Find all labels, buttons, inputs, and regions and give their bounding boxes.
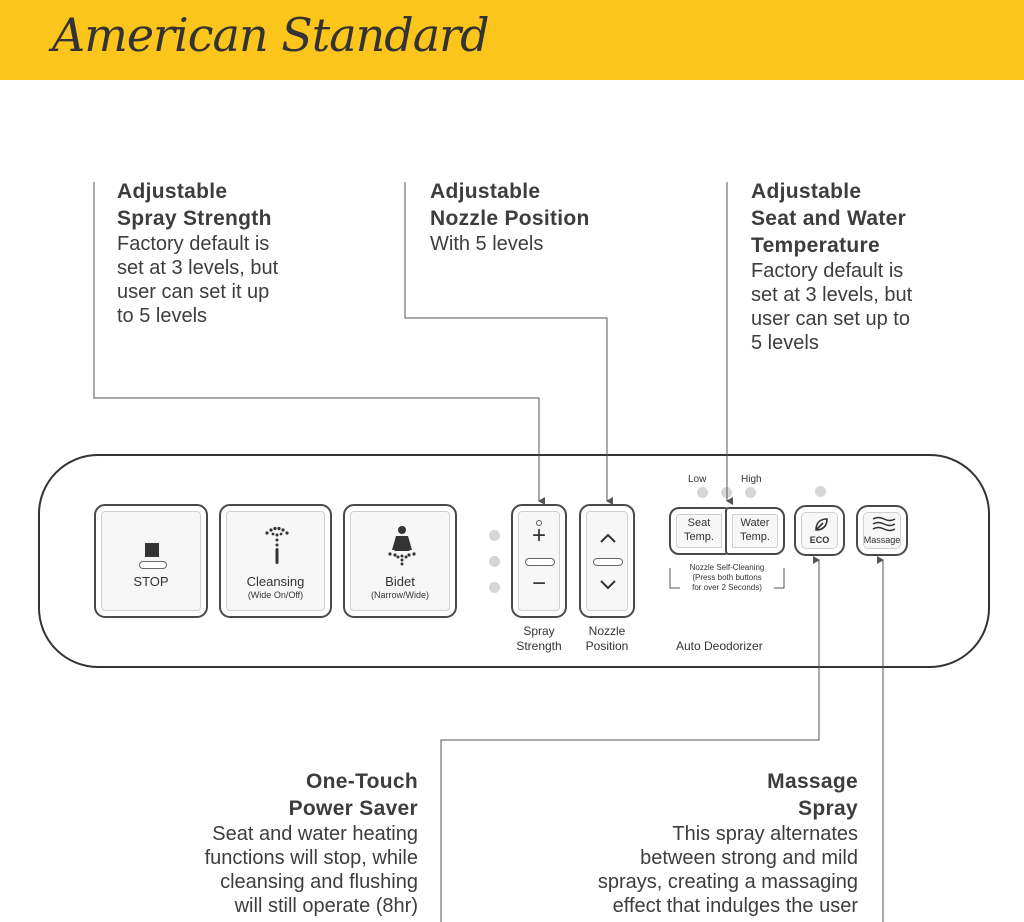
caption-line: Nozzle (588, 624, 626, 638)
callout-title-line: Spray (798, 797, 858, 820)
callout-body-line: With 5 levels (430, 233, 544, 255)
nozzle-cleaning-bracket (774, 568, 784, 588)
cleansing-label: Cleansing (246, 574, 305, 589)
stop-label: STOP (133, 574, 169, 589)
callout-title-line: One-Touch (306, 770, 418, 793)
note-line: Nozzle Self-Cleaning (689, 563, 765, 572)
callout-title-line: Seat and Water (751, 207, 907, 230)
callout-body-line: set at 3 levels, but (117, 257, 279, 279)
caption-line: Strength (516, 639, 562, 653)
callout-title-line: Temperature (751, 234, 880, 257)
spray-minus-button[interactable]: − (531, 570, 546, 597)
temp-high-label: High (741, 474, 762, 485)
nozzle-cleaning-bracket (670, 568, 680, 588)
water-temp-label-line: Temp. (740, 531, 770, 543)
callout-title-line: Massage (767, 770, 858, 793)
seat-temp-label-line: Seat (687, 517, 711, 529)
callout-title-line: Spray Strength (117, 207, 272, 230)
callout-title-line: Adjustable (430, 180, 541, 203)
temp-low-label: Low (688, 474, 707, 485)
cleansing-sublabel: (Wide On/Off) (247, 590, 304, 600)
callout-body-line: Factory default is (117, 233, 270, 255)
callout-body-line: cleansing and flushing (220, 871, 418, 893)
callout-body-line: Factory default is (751, 260, 904, 282)
callout-body-line: set at 3 levels, but (751, 284, 913, 306)
massage-label: Massage (863, 535, 901, 545)
caption-line: Spray (523, 624, 555, 638)
callout-body-line: effect that indulges the user (612, 895, 858, 917)
spray-plus-button[interactable]: + (531, 522, 546, 549)
callout-body-line: This spray alternates (672, 823, 858, 845)
bidet-label: Bidet (385, 574, 415, 589)
leader-line-nozzle-position (405, 182, 607, 501)
callout-body-line: functions will stop, while (204, 847, 418, 869)
note-line: for over 2 Seconds) (692, 583, 762, 592)
callout-body-line: between strong and mild (640, 847, 858, 869)
water-temp-label-line: Water (740, 517, 770, 529)
callout-title-line: Adjustable (751, 180, 862, 203)
callout-body-line: sprays, creating a massaging (597, 871, 858, 893)
auto-deodorizer-label: Auto Deodorizer (676, 639, 763, 653)
callout-title-line: Adjustable (117, 180, 228, 203)
seat-temp-label-line: Temp. (684, 531, 714, 543)
callout-body-line: user can set it up (117, 281, 270, 303)
leader-line-spray-strength (94, 182, 539, 501)
bidet-sublabel: (Narrow/Wide) (370, 590, 429, 600)
callout-title-line: Nozzle Position (430, 207, 590, 230)
leader-line-power-saver (441, 560, 819, 922)
caption-line: Position (585, 639, 629, 653)
brand-logo: American Standard (52, 8, 489, 62)
callout-body-line: will still operate (8hr) (234, 895, 418, 917)
eco-label: ECO (809, 535, 830, 545)
callout-body-line: user can set up to (751, 308, 910, 330)
callout-body-line: Seat and water heating (212, 823, 418, 845)
note-line: (Press both buttons (692, 573, 762, 582)
callout-title-line: Power Saver (288, 797, 418, 820)
callout-body-line: 5 levels (751, 332, 819, 354)
callout-body-line: to 5 levels (117, 305, 208, 327)
